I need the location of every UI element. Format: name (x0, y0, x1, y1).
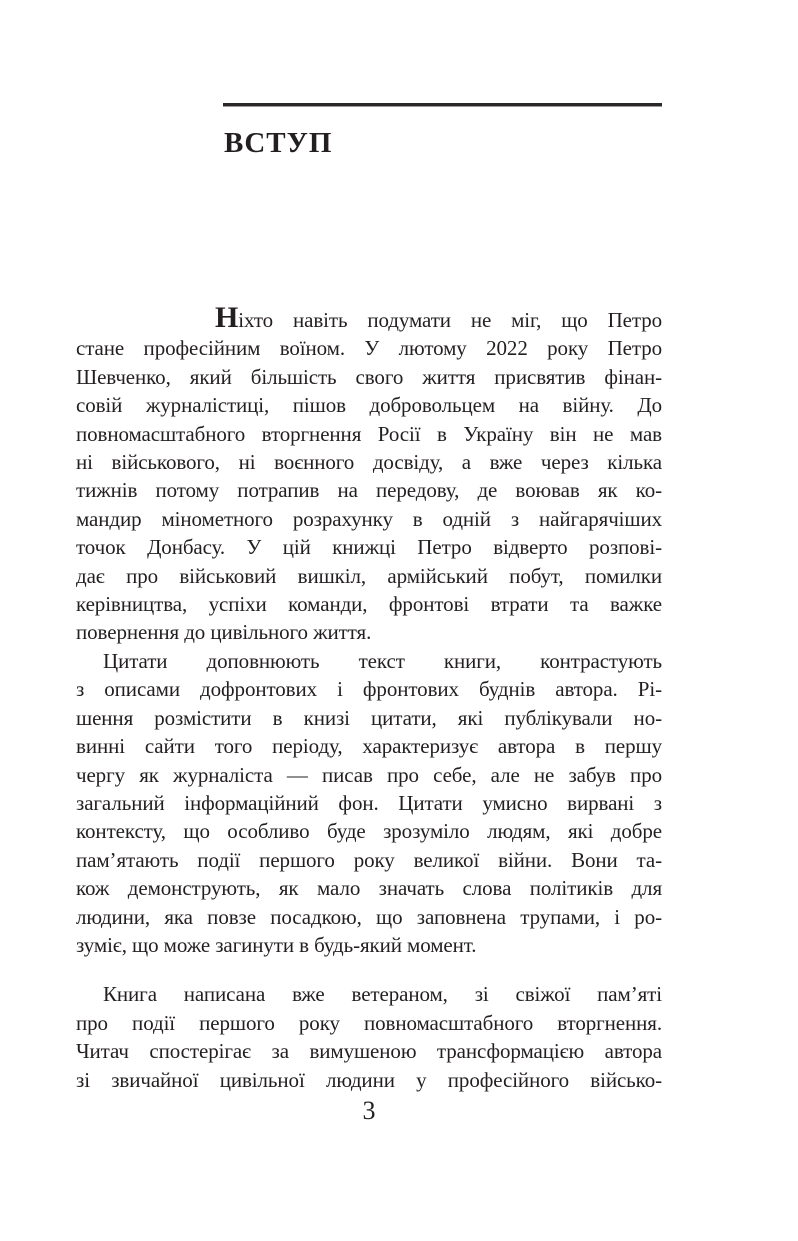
text-line: точок Донбасу. У цій книжці Петро відверто розпові- (76, 535, 662, 560)
paragraph (76, 647, 662, 959)
text-line: Шевченко, який більшість свого життя присвятив фінан- (76, 364, 662, 389)
text-line: мандир мінометного розрахунку в одній з найгарячіших (76, 506, 662, 531)
text-line: винні сайти того періоду, характеризує автора в першу (76, 734, 662, 759)
text-line: тижнів потому потрапив на передову, де воював як ко- (76, 478, 662, 503)
text-line: шення розмістити в книзі цитати, які публікували но- (76, 705, 662, 730)
text-line: Ніхто навіть подумати не міг, що Петро (215, 301, 662, 334)
text-line: загальний інформаційний фон. Цитати умисно вирвані з (76, 790, 662, 815)
raised-initial-letter: Н (215, 301, 239, 334)
text-line: про події першого року повномасштабного вторгнення. (76, 1010, 662, 1035)
text-line: кож демонструють, як мало значать слова політиків для (76, 876, 662, 901)
paragraph (76, 980, 662, 1094)
page-number: 3 (362, 1096, 376, 1125)
text-line: чергу як журналіста — писав про себе, але не забув про (76, 762, 662, 787)
text-line: людини, яка повзе посадкою, що заповнена трупами, і ро- (76, 904, 662, 929)
paragraph (76, 301, 662, 647)
text-line: ні військового, ні воєнного досвіду, а вже через кілька (76, 450, 662, 475)
text-line: повернення до цивільного життя. (76, 620, 372, 645)
text-line: керівництва, успіхи команди, фронтові втрати та важке (76, 592, 662, 617)
text-line: зі звичайної цивільної людини у професійного військо- (76, 1067, 662, 1092)
text-line: з описами дофронтових і фронтових буднів автора. Рі- (76, 677, 662, 702)
text-line: Книга написана вже ветераном, зі свіжої пам’яті (103, 982, 662, 1007)
text-line: стане професійним воїном. У лютому 2022 року Петро (76, 336, 662, 361)
text-line: дає про військовий вишкіл, армійський побут, помилки (76, 563, 662, 588)
text-line: зуміє, що може загинути в будь-який момент. (76, 932, 477, 957)
text-line: совій журналістиці, пішов добровольцем на війну. До (76, 393, 662, 418)
text-line: повномасштабного вторгнення Росії в Україну він не мав (76, 421, 662, 446)
text-line: пам’ятають події першого року великої війни. Вони та- (76, 847, 662, 872)
text-line: контексту, що особливо буде зрозуміло людям, які добре (76, 819, 662, 844)
chapter-divider-rule (223, 103, 662, 107)
body-text (76, 301, 662, 1094)
text-line: Цитати доповнюють текст книги, контрастують (103, 648, 662, 673)
text-line: Читач спостерігає за вимушеною трансформацією автора (76, 1039, 662, 1064)
chapter-title: ВСТУП (224, 127, 333, 159)
